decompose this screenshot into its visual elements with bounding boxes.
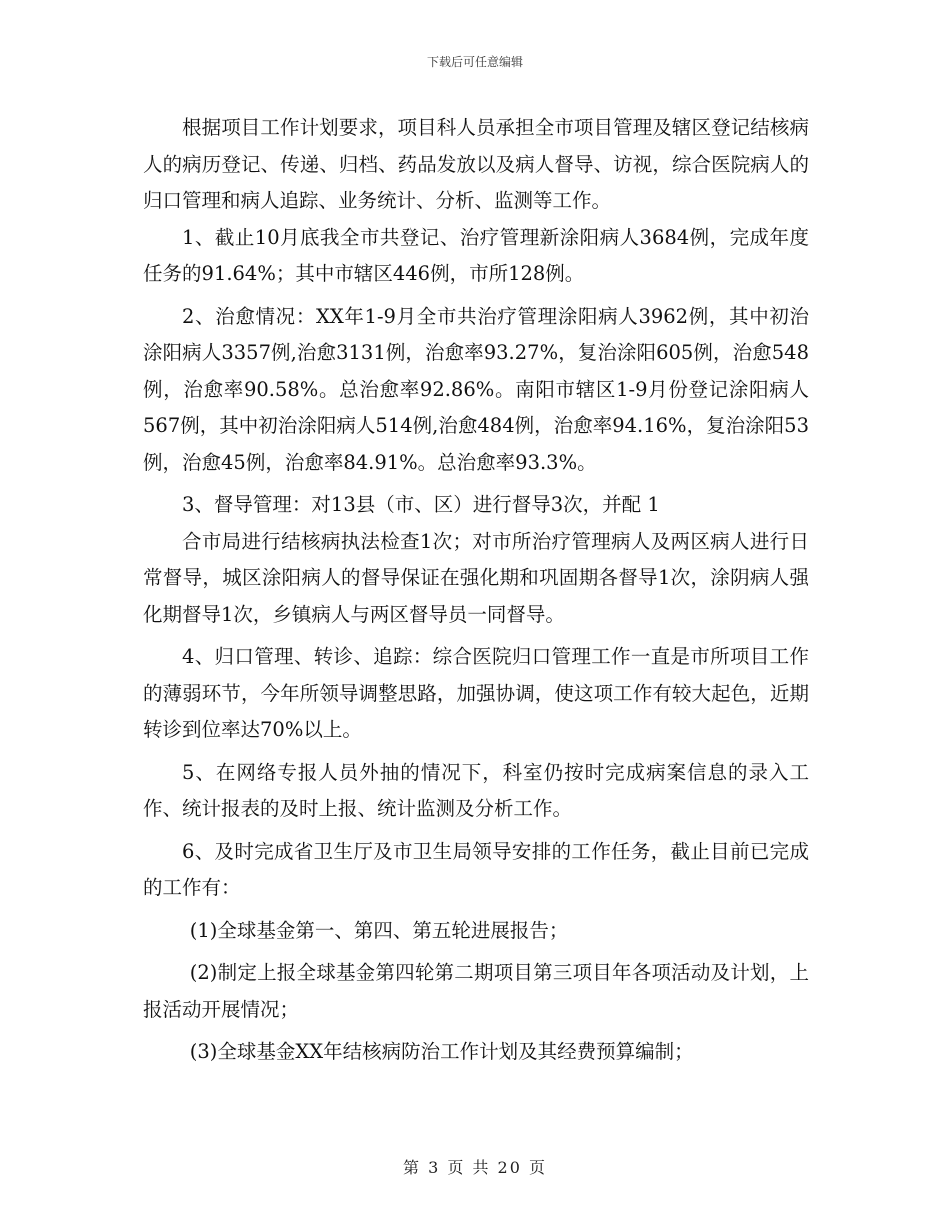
paragraph-supervision-start: 3、督导管理：对13县（市、区）进行督导3次，并配 1 bbox=[182, 493, 660, 516]
paragraph-tasks: 6、及时完成省卫生厅及市卫生局领导安排的工作任务，截止目前已完成的工作有： bbox=[143, 839, 809, 899]
paragraph-network-report: 5、在网络专报人员外抽的情况下，科室仍按时完成病案信息的录入工作、统计报表的及时上报、统计监测及分析工作。 bbox=[143, 760, 809, 820]
list-item-task-2: (2)制定上报全球基金第四轮第二期项目第三项目年各项活动及计划，上报活动开展情况； bbox=[143, 961, 809, 1021]
paragraph-referral: 4、归口管理、转诊、追踪：综合医院归口管理工作一直是市所项目工作的薄弱环节，今年所领导调整思路，加强协调，使这项工作有较大起色，近期转诊到位率达70%以上。 bbox=[143, 645, 809, 741]
document-body bbox=[143, 110, 809, 1071]
list-item-task-1: (1)全球基金第一、第四、第五轮进展报告； bbox=[189, 918, 569, 942]
paragraph-intro: 根据项目工作计划要求，项目科人员承担全市项目管理及辖区登记结核病人的病历登记、传递、归档、药品发放以及病人督导、访视，综合医院病人的归口管理和病人追踪、业务统计、分析、监测等工作。 bbox=[143, 116, 809, 212]
paragraph-cure-status: 2、治愈情况：XX年1-9月全市共治疗管理涂阳病人3962例，其中初治涂阳病人3357例,治愈3131例，治愈率93.27%，复治涂阳605例，治愈548例，治愈率90.58%。总治愈率92.86%。南阳市辖区1-9月份登记涂阳病人567例，其中初治涂阳病人514例,治愈484例，治愈率94.16%，复治涂阳53例，治愈45例，治愈率84.91%。总治愈率93.3%。 bbox=[143, 304, 809, 474]
page-header: 下载后可任意编辑 bbox=[426, 55, 523, 69]
paragraph-supervision-cont: 合市局进行结核病执法检查1次；对市所治疗管理病人及两区病人进行日常督导，城区涂阳病人的督导保证在强化期和巩固期各督导1次，涂阴病人强化期督导1次，乡镇病人与两区督导员一同督导。 bbox=[143, 529, 809, 626]
list-item-task-3: (3)全球基金XX年结核病防治工作计划及其经费预算编制； bbox=[189, 1040, 694, 1063]
paragraph-registration: 1、截止10月底我全市共登记、治疗管理新涂阳病人3684例，完成年度任务的91.64%；其中市辖区446例，市所128例。 bbox=[143, 225, 809, 285]
page-footer: 第 3 页 共 20 页 bbox=[403, 1158, 547, 1177]
